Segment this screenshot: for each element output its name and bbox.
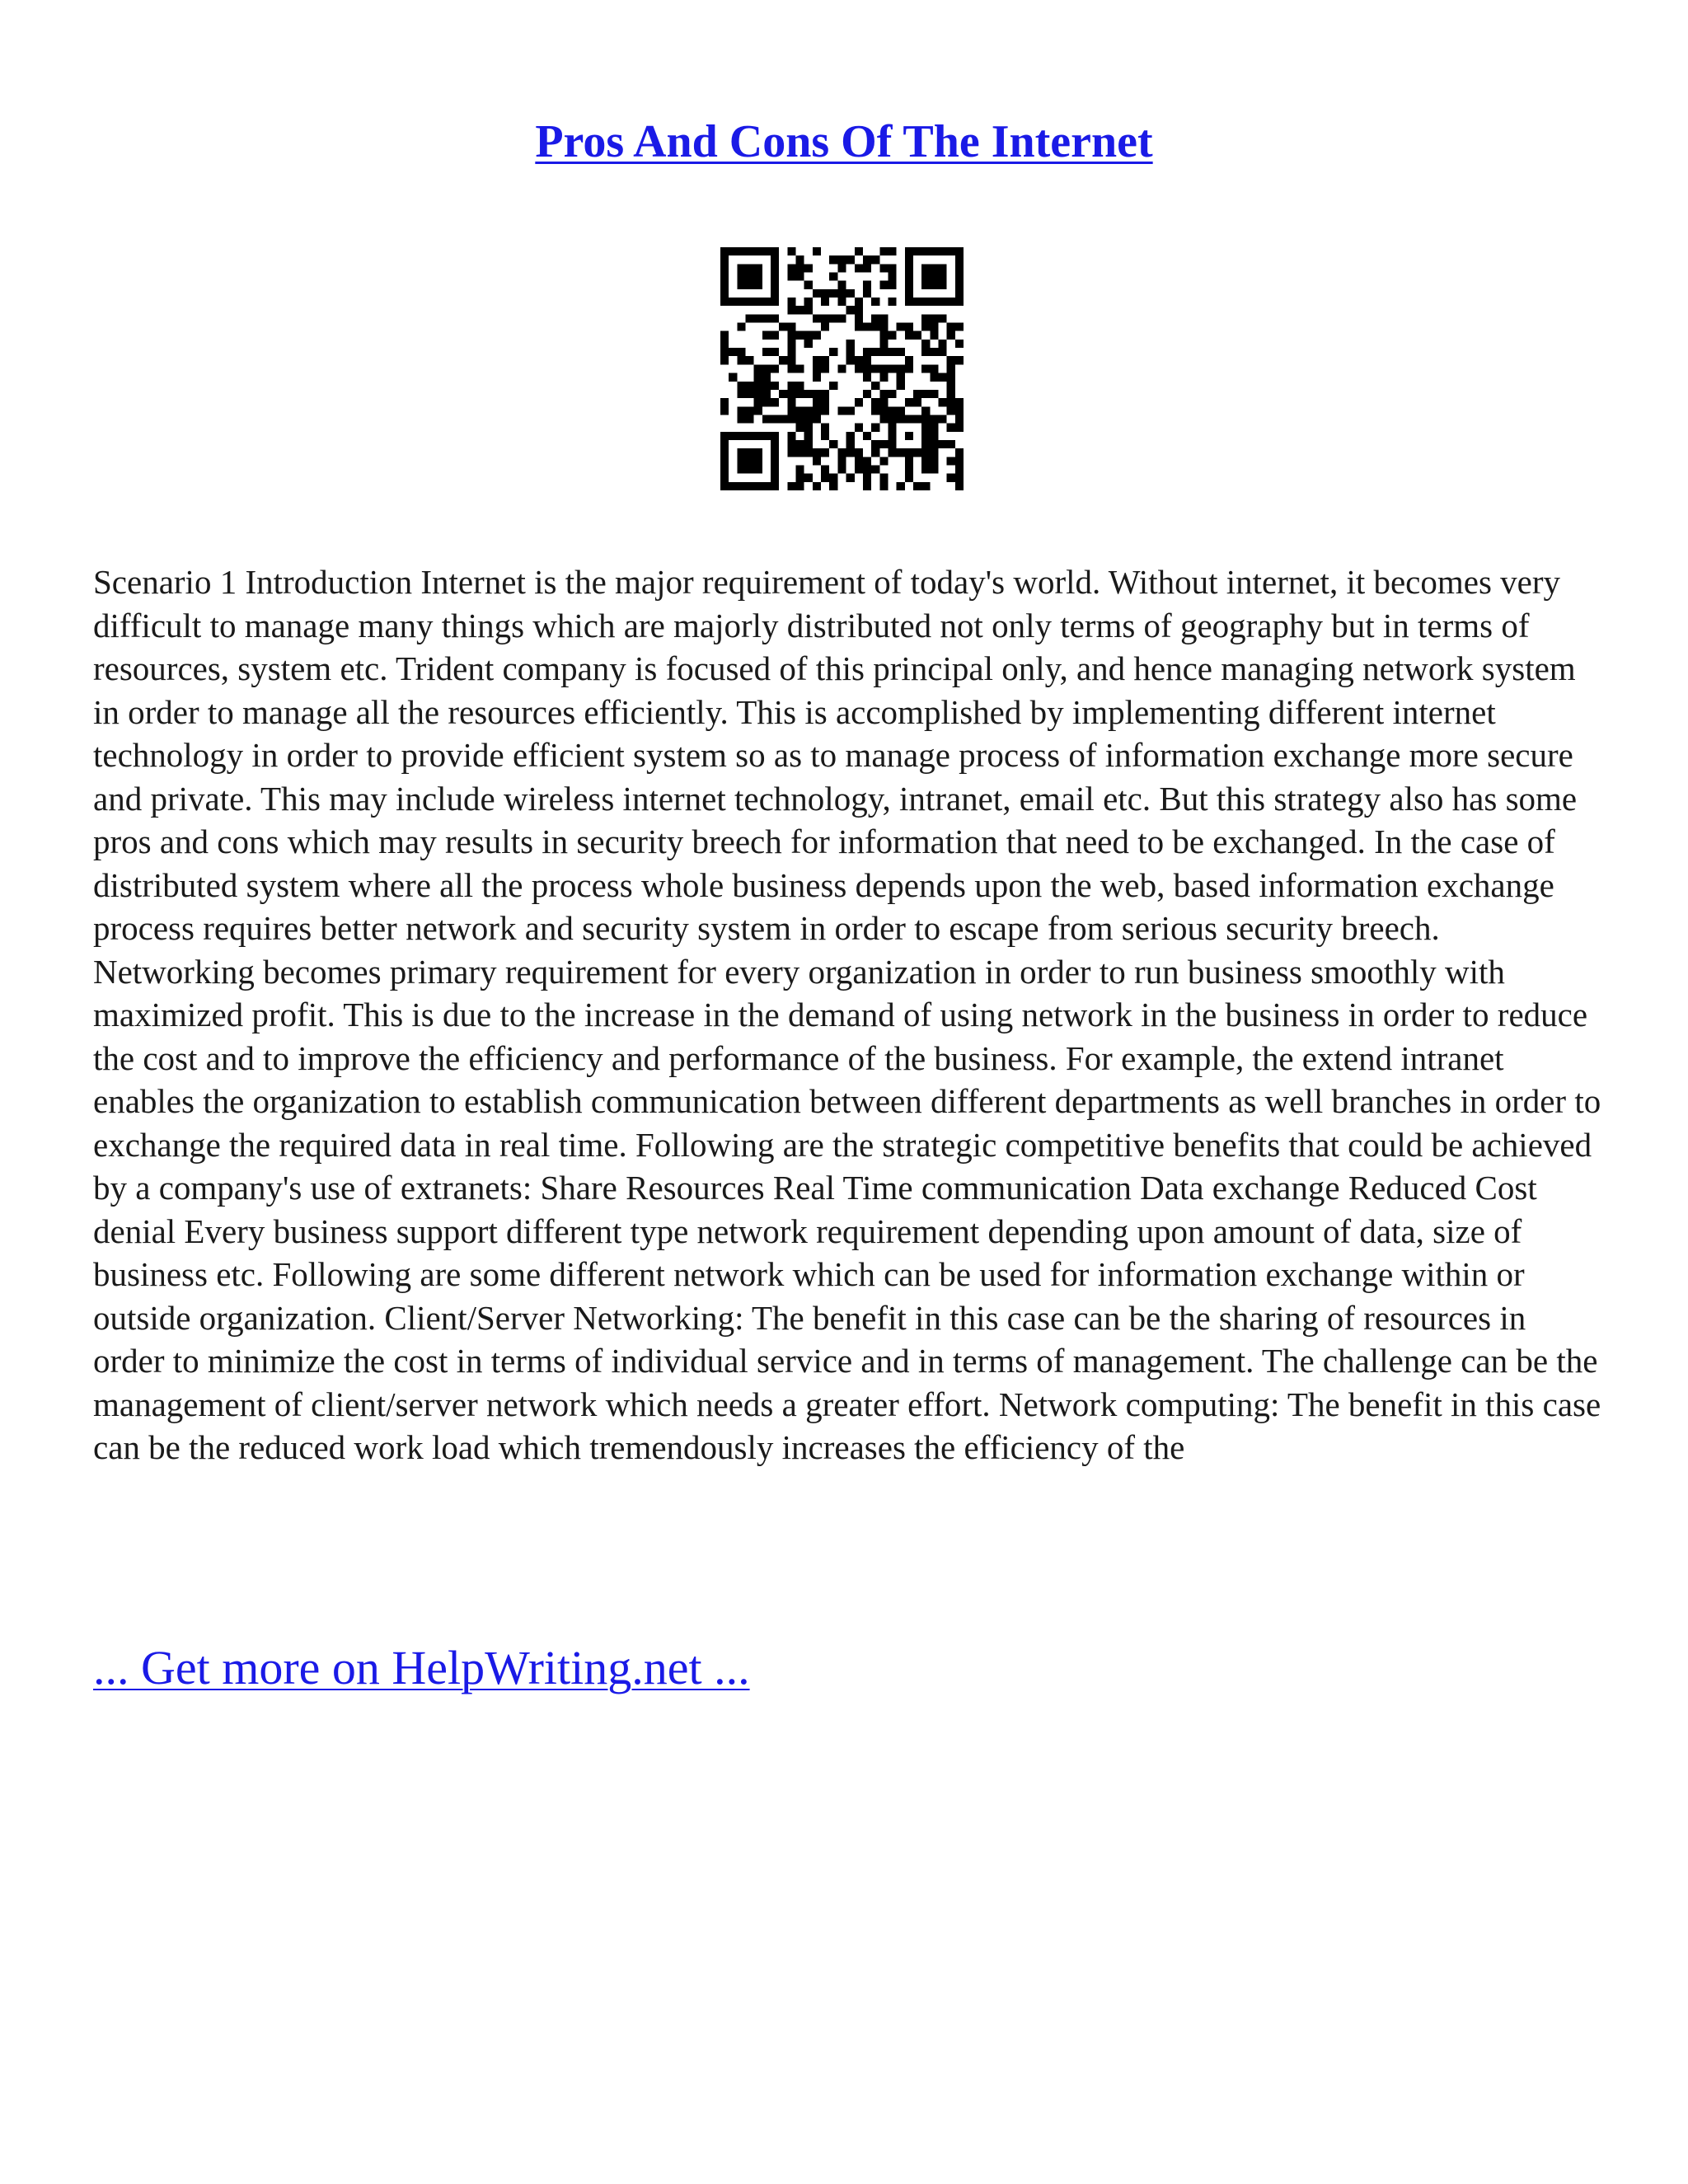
body-paragraph: Scenario 1 Introduction Internet is the major requirement of today's world. Without internet, it becomes very difficult to manage many things which are majorly distributed not only terms of geography but in terms of resources, system etc. Trident company is focused of this principal only, and hence managing network system in order to manage all the resources efficiently. This is accomplished by implementing different internet technology in order to provide efficient system so as to manage process of information exchange more secure and private. This may include wireless internet technology, intranet, email etc. But this strategy also has some pros and cons which may results in security breech for information that need to be exchanged. In the case of distributed system where all the process whole business depends upon the web, based information exchange process requires better network and security system in order to escape from serious security breech. Networking becomes primary requirement for every organization in order to run business smoothly with maximized profit. This is due to the increase in the demand of using network in the business in order to reduce the cost and to improve the efficiency and performance of the business. For example, the extend intranet enables the organization to establish communication between different departments as well branches in order to exchange the required data in real time. Following are the strategic competitive benefits that could be achieved by a company's use of extranets: Share Resources Real Time communication Data exchange Reduced Cost denial Every business support different type network requirement depending upon amount of data, size of business etc. Following are some different network which can be used for information exchange within or outside organization. Client/Server Networking: The benefit in this case can be the sharing of resources in order to minimize the cost in terms of individual service and in terms of management. The challenge can be the management of client/server network which needs a greater effort. Network computing: The benefit in this case can be the reduced work load which tremendously increases the efficiency of the — [93, 563, 1601, 1466]
more-link-container — [93, 1640, 750, 1695]
qr-code-icon — [720, 247, 964, 490]
get-more-link[interactable]: ... Get more on HelpWriting.net ... — [93, 1641, 750, 1694]
title-container — [0, 115, 1688, 168]
title-link[interactable]: Pros And Cons Of The Internet — [535, 116, 1153, 167]
